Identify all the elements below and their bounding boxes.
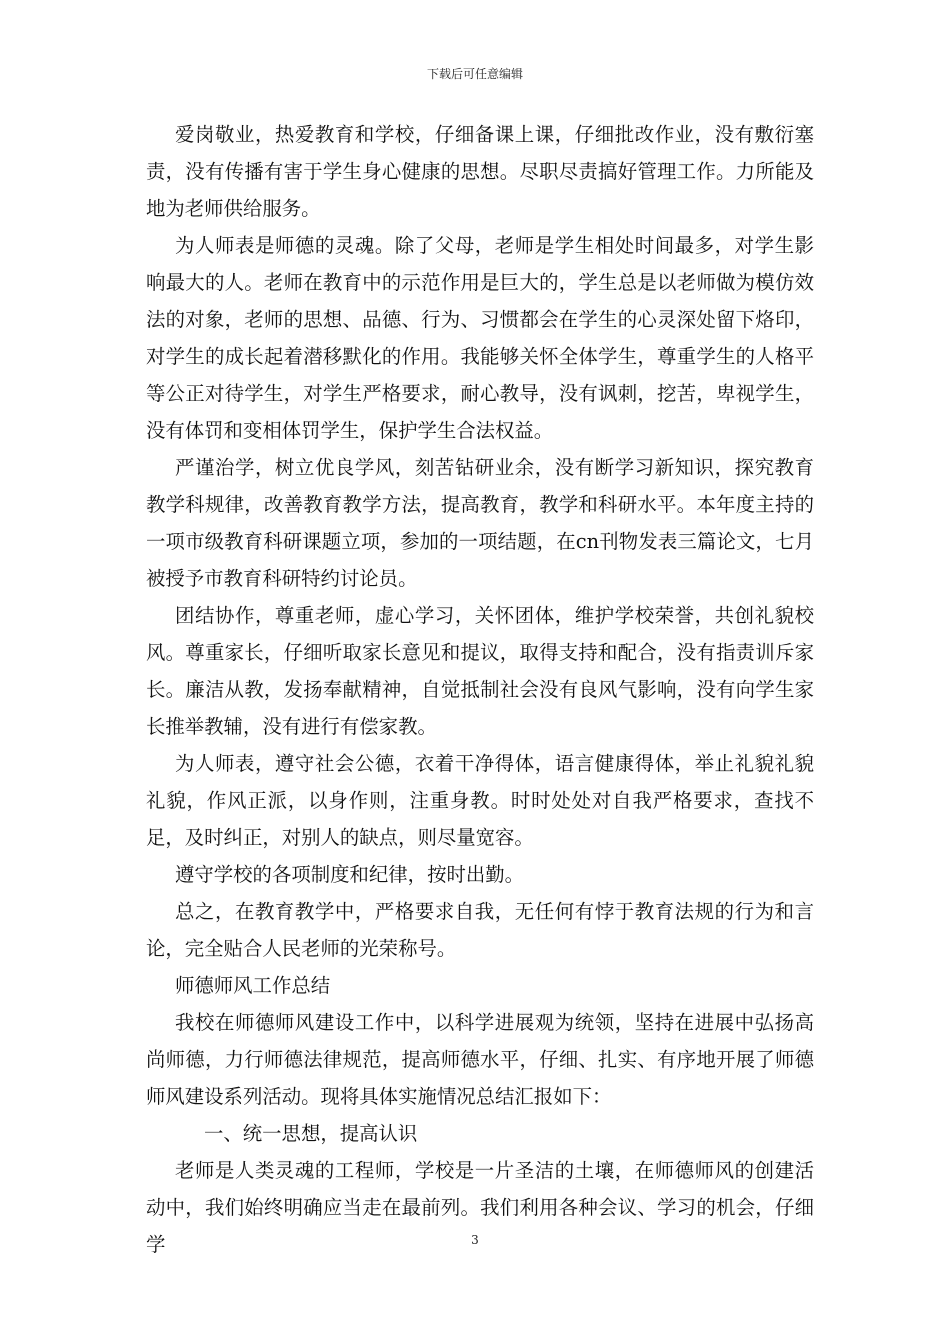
paragraph-role-model: 为人师表是师德的灵魂。除了父母，老师是学生相处时间最多，对学生影响最大的人。老师在教育中的示范作用是巨大的，学生总是以老师做为模仿效法的对象，老师的思想、品德、行为、习惯都会在学生的心灵深处留下烙印，对学生的成长起着潜移默化的作用。我能够关怀全体学生，尊重学生的人格平等公正对待学生，对学生严格要求，耐心教导，没有讽刺，挖苦，卑视学生，没有体罚和变相体罚学生，保护学生合法权益。	[146, 234, 814, 442]
paragraph-conclusion: 总之，在教育教学中，严格要求自我，无任何有悖于教育法规的行为和言论，完全贴合人民老师的光荣称号。	[146, 900, 814, 960]
page-number: 3	[471, 1233, 479, 1247]
paragraph-intro: 我校在师德师风建设工作中，以科学进展观为统领，坚持在进展中弘扬高尚师德，力行师德法律规范，提高师德水平，仔细、扎实、有序地开展了师德师风建设系列活动。现将具体实施情况总结汇报如下：	[146, 1011, 814, 1108]
paragraph-rigorous-study: 严谨治学，树立优良学风，刻苦钻研业余，没有断学习新知识，探究教育教学科规律，改善教育教学方法，提高教育，教学和科研水平。本年度主持的一项市级教育科研课题立项，参加的一项结题，在cn刊物发表三篇论文，七月被授予市教育科研特约讨论员。	[146, 456, 814, 590]
section-title: 师德师风工作总结	[175, 974, 331, 997]
subsection-title: 一、统一思想，提高认识	[204, 1122, 418, 1145]
paragraph-cooperation: 团结协作，尊重老师，虚心学习，关怀团体，维护学校荣誉，共创礼貌校风。尊重家长，仔细听取家长意见和提议，取得支持和配合，没有指责训斥家长。廉洁从教，发扬奉献精神，自觉抵制社会没有良风气影响，没有向学生家长推举教辅，没有进行有偿家教。	[146, 604, 814, 738]
paragraph-subsection: 老师是人类灵魂的工程师，学校是一片圣洁的土壤，在师德师风的创建活动中，我们始终明确应当走在最前列。我们利用各种会议、学习的机会，仔细学	[146, 1159, 814, 1256]
paragraph-dedication: 爱岗敬业，热爱教育和学校，仔细备课上课，仔细批改作业，没有敷衍塞责，没有传播有害于学生身心健康的思想。尽职尽责搞好管理工作。力所能及地为老师供给服务。	[146, 123, 814, 220]
paragraph-conduct: 为人师表，遵守社会公德，衣着干净得体，语言健康得体，举止礼貌礼貌礼貌，作风正派，以身作则，注重身教。时时处处对自我严格要求，查找不足，及时纠正，对别人的缺点，则尽量宽容。	[146, 752, 814, 849]
document-body	[146, 116, 814, 1263]
page-header: 下载后可任意编辑	[426, 67, 523, 81]
paragraph-discipline: 遵守学校的各项制度和纪律，按时出勤。	[175, 863, 525, 886]
